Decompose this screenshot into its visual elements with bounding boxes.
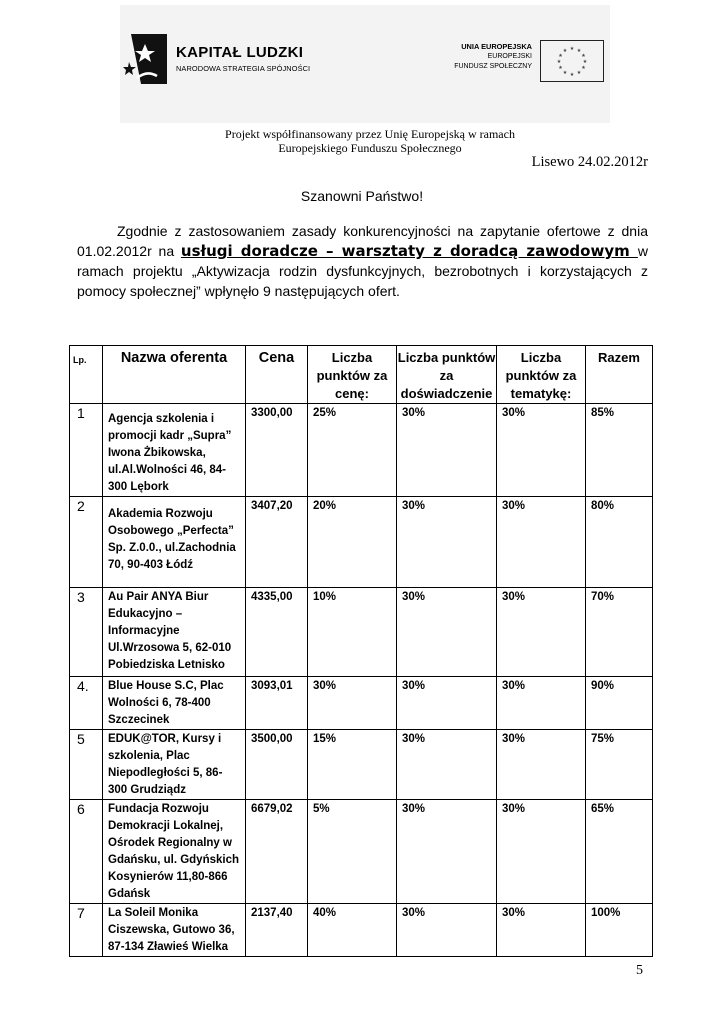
row-total: 70% xyxy=(586,588,653,677)
row-price: 3407,20 xyxy=(246,497,308,588)
row-experience-points: 30% xyxy=(397,677,497,730)
letter-date: Lisewo 24.02.2012r xyxy=(531,154,648,170)
row-total: 75% xyxy=(586,730,653,800)
page-number: 5 xyxy=(636,963,643,978)
eu-label-line2: EUROPEJSKI xyxy=(487,53,532,60)
row-price-points: 20% xyxy=(308,497,397,588)
row-total: 100% xyxy=(586,904,653,957)
kapital-ludzki-logo-icon xyxy=(123,32,169,86)
row-price-points: 5% xyxy=(308,800,397,904)
row-price: 4335,00 xyxy=(246,588,308,677)
row-offerer-name: Akademia Rozwoju Osobowego „Perfecta” Sp. Z.0.0., ul.Zachodnia 70, 90-403 Łódź xyxy=(103,497,246,588)
row-price: 6679,02 xyxy=(246,800,308,904)
row-experience-points: 30% xyxy=(397,800,497,904)
svg-text:★: ★ xyxy=(556,59,562,65)
svg-text:★: ★ xyxy=(569,46,575,52)
row-total: 80% xyxy=(586,497,653,588)
project-cofinancing-note xyxy=(140,127,600,155)
row-topic-points: 30% xyxy=(497,730,586,800)
table-row xyxy=(70,677,653,730)
table-row xyxy=(70,497,653,588)
row-offerer-name: La Soleil Monika Ciszewska, Gutowo 36, 87-134 Zławieś Wielka xyxy=(103,904,246,957)
row-price: 3500,00 xyxy=(246,730,308,800)
row-price: 3093,01 xyxy=(246,677,308,730)
row-price: 3300,00 xyxy=(246,404,308,497)
header-price: Cena xyxy=(246,346,308,404)
table-row xyxy=(70,904,653,957)
header-lp: Lp. xyxy=(70,346,103,404)
svg-text:★: ★ xyxy=(562,70,568,76)
row-experience-points: 30% xyxy=(397,404,497,497)
svg-text:★: ★ xyxy=(558,53,563,59)
intro-paragraph xyxy=(77,221,648,301)
service-name: usługi doradcze – warsztaty z doradcą zawodowym xyxy=(180,242,638,260)
intro-text-part1: Zgodnie z zastosowaniem zasady konkurencyjności na zapytanie ofertowe z dnia 01.02.2012r na xyxy=(77,223,648,259)
row-lp: 5 xyxy=(70,730,103,800)
table-row xyxy=(70,588,653,677)
row-lp: 3 xyxy=(70,588,103,677)
row-total: 90% xyxy=(586,677,653,730)
eu-label-line1: UNIA EUROPEJSKA xyxy=(461,42,532,51)
svg-text:★: ★ xyxy=(562,48,568,54)
row-offerer-name: Au Pair ANYA Biur Edukacyjno – Informacyjne Ul.Wrzosowa 5, 62-010 Pobiedziska Letnisko xyxy=(103,588,246,677)
row-experience-points: 30% xyxy=(397,588,497,677)
row-experience-points: 30% xyxy=(397,730,497,800)
svg-text:★: ★ xyxy=(576,48,582,54)
row-topic-points: 30% xyxy=(497,800,586,904)
header-name: Nazwa oferenta xyxy=(103,346,246,404)
row-price-points: 30% xyxy=(308,677,397,730)
row-experience-points: 30% xyxy=(397,904,497,957)
svg-text:★: ★ xyxy=(569,72,575,78)
svg-text:★: ★ xyxy=(558,65,563,71)
row-price-points: 40% xyxy=(308,904,397,957)
row-topic-points: 30% xyxy=(497,588,586,677)
table-row xyxy=(70,800,653,904)
row-price-points: 15% xyxy=(308,730,397,800)
eu-flag-icon xyxy=(540,40,604,82)
row-price: 2137,40 xyxy=(246,904,308,957)
row-offerer-name: Agencja szkolenia i promocji kadr „Supra” Iwona Żbikowska, ul.Al.Wolności 46, 84-300 Lębork xyxy=(103,404,246,497)
row-lp: 4. xyxy=(70,677,103,730)
row-topic-points: 30% xyxy=(497,904,586,957)
row-offerer-name: Fundacja Rozwoju Demokracji Lokalnej, Ośrodek Regionalny w Gdańsku, ul. Gdyńskich Kosynierów 11,80-866 Gdańsk xyxy=(103,800,246,904)
row-total: 65% xyxy=(586,800,653,904)
greeting: Szanowni Państwo! xyxy=(300,188,424,204)
intro-text-part2: w ramach projektu „Aktywizacja rodzin dysfunkcyjnych, bezrobotnych i korzystających z pomocy społecznej” wpłynęło 9 następujących ofert. xyxy=(77,243,648,299)
offers-table xyxy=(69,345,653,957)
row-price-points: 10% xyxy=(308,588,397,677)
row-topic-points: 30% xyxy=(497,404,586,497)
row-lp: 7 xyxy=(70,904,103,957)
table-row xyxy=(70,730,653,800)
svg-text:★: ★ xyxy=(581,65,586,71)
project-line1: Projekt współfinansowany przez Unię Europejską w ramach xyxy=(225,127,515,141)
kapital-ludzki-title: KAPITAŁ LUDZKI xyxy=(176,44,304,61)
table-row xyxy=(70,404,653,497)
row-offerer-name: Blue House S.C, Plac Wolności 6, 78-400 Szczecinek xyxy=(103,677,246,730)
row-lp: 1 xyxy=(70,404,103,497)
kapital-ludzki-subtitle: NARODOWA STRATEGIA SPÓJNOŚCI xyxy=(176,64,311,73)
row-experience-points: 30% xyxy=(397,497,497,588)
header-total: Razem xyxy=(586,346,653,404)
row-total: 85% xyxy=(586,404,653,497)
row-topic-points: 30% xyxy=(497,677,586,730)
row-lp: 6 xyxy=(70,800,103,904)
project-line2: Europejskiego Funduszu Społecznego xyxy=(278,141,462,155)
row-price-points: 25% xyxy=(308,404,397,497)
table-header-row xyxy=(70,346,653,404)
row-offerer-name: EDUK@TOR, Kursy i szkolenia, Plac Niepodległości 5, 86-300 Grudziądz xyxy=(103,730,246,800)
eu-label-line3: FUNDUSZ SPOŁECZNY xyxy=(454,63,532,70)
header-experience-points: Liczba punktów za doświadczenie xyxy=(397,346,497,404)
svg-text:★: ★ xyxy=(576,70,582,76)
header-topic-points: Liczba punktów za tematykę: xyxy=(497,346,586,404)
row-topic-points: 30% xyxy=(497,497,586,588)
svg-text:★: ★ xyxy=(582,59,588,65)
svg-text:★: ★ xyxy=(581,53,586,59)
eu-label xyxy=(420,42,532,72)
header-price-points: Liczba punktów za cenę: xyxy=(308,346,397,404)
row-lp: 2 xyxy=(70,497,103,588)
